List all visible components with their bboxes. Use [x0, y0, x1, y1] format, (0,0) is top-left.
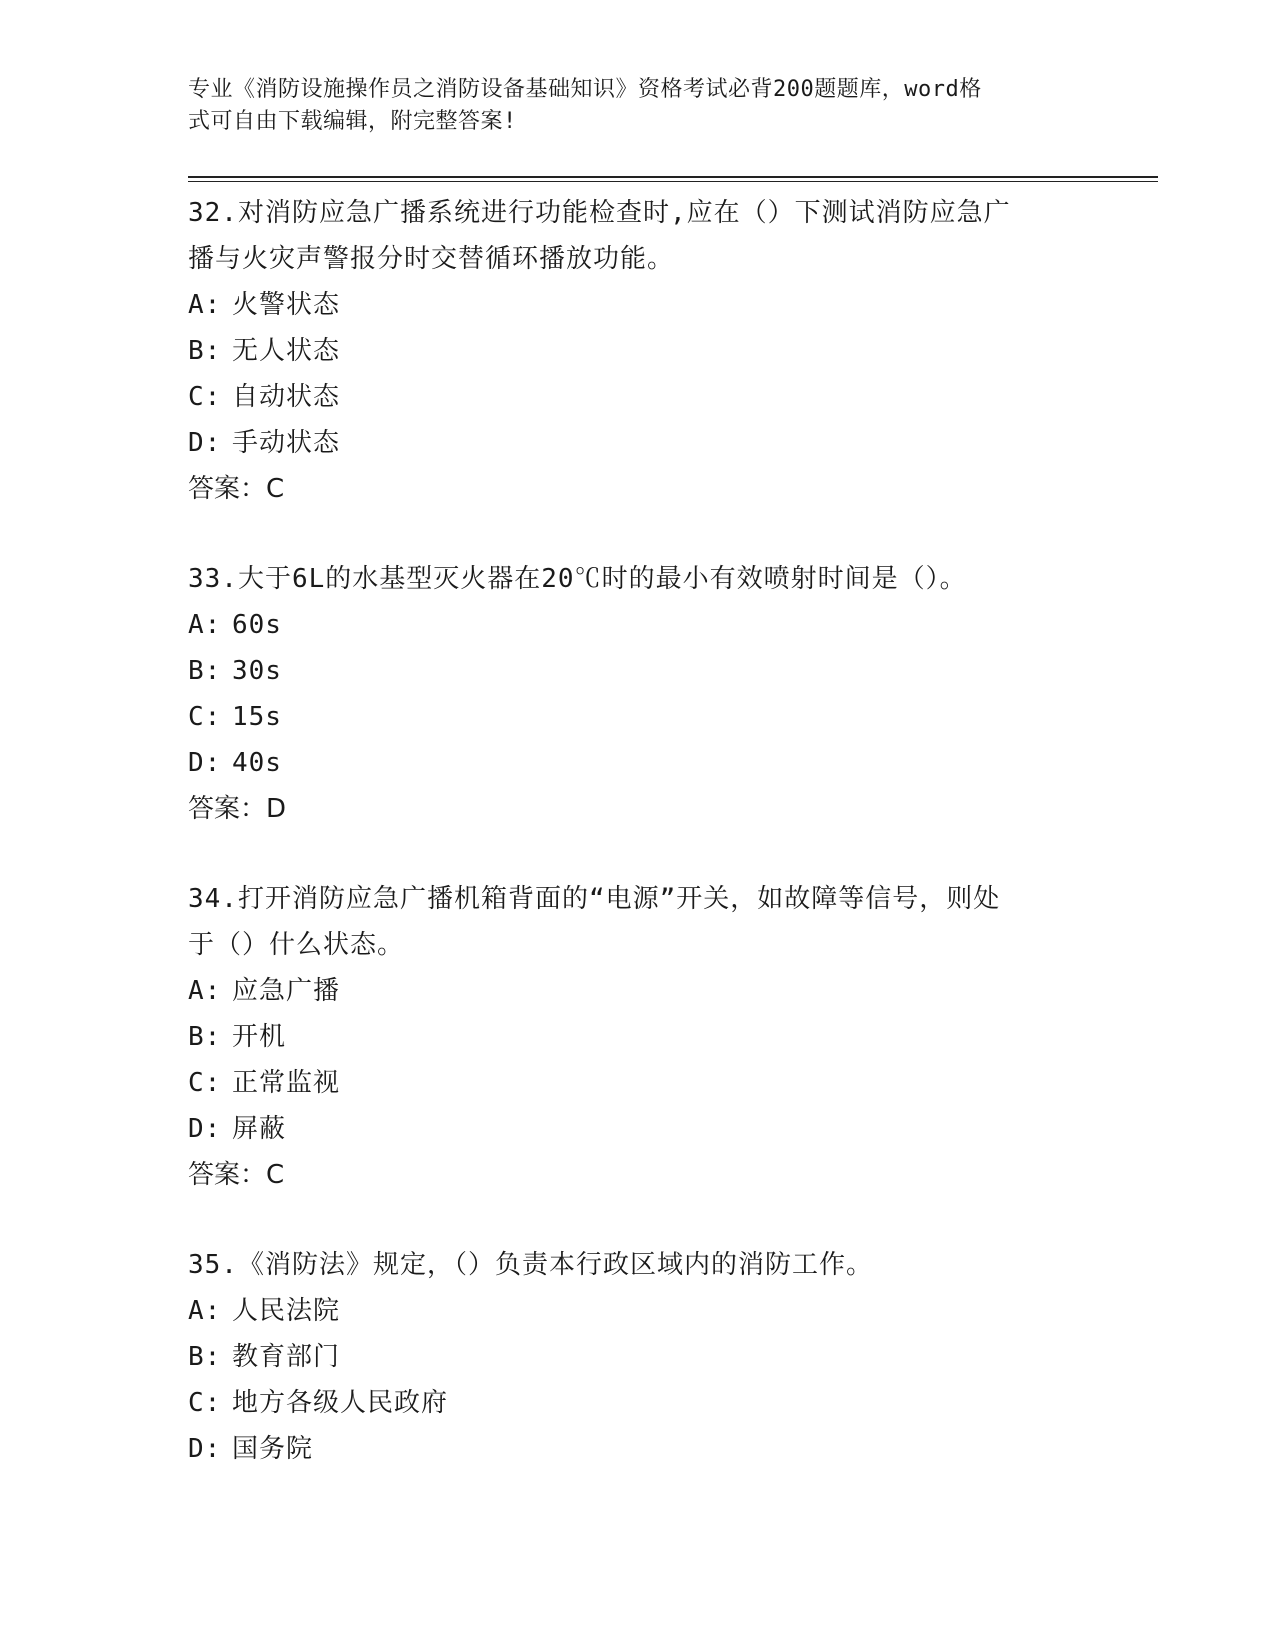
option-d	[188, 1426, 1088, 1472]
option-text: 教育部门	[232, 1342, 341, 1372]
option-text: 40s	[232, 748, 282, 778]
option-a	[188, 968, 1088, 1014]
question-stem-line: 于（）什么状态。	[188, 930, 405, 960]
document-header	[188, 74, 1068, 138]
divider-line-thick	[188, 176, 1158, 178]
option-text: 应急广播	[232, 976, 341, 1006]
question-33	[188, 556, 1088, 832]
option-c	[188, 694, 1088, 740]
option-letter: A:	[188, 976, 222, 1006]
option-b	[188, 1014, 1088, 1060]
option-letter: B:	[188, 1022, 222, 1052]
header-divider	[188, 176, 1158, 182]
option-text: 30s	[232, 656, 282, 686]
option-letter: A:	[188, 290, 222, 320]
option-letter: A:	[188, 1296, 222, 1326]
option-letter: C:	[188, 1388, 222, 1418]
option-b	[188, 1334, 1088, 1380]
option-text: 无人状态	[232, 336, 341, 366]
question-stem-line: 32.对消防应急广播系统进行功能检查时,应在（）下测试消防应急广	[188, 198, 1011, 228]
option-letter: A:	[188, 610, 222, 640]
question-stem-line: 33.大于6L的水基型灭火器在20℃时的最小有效喷射时间是（）。	[188, 564, 967, 594]
option-d	[188, 420, 1088, 466]
option-c	[188, 374, 1088, 420]
option-letter: B:	[188, 656, 222, 686]
question-list	[188, 190, 1088, 1516]
option-letter: D:	[188, 1114, 222, 1144]
question-stem-line: 35.《消防法》规定，（）负责本行政区域内的消防工作。	[188, 1250, 873, 1280]
option-a	[188, 602, 1088, 648]
option-c	[188, 1380, 1088, 1426]
option-text: 正常监视	[232, 1068, 341, 1098]
option-text: 屏蔽	[232, 1114, 287, 1144]
option-text: 手动状态	[232, 428, 341, 458]
question-35	[188, 1242, 1088, 1472]
option-letter: B:	[188, 336, 222, 366]
option-letter: D:	[188, 428, 222, 458]
option-text: 人民法院	[232, 1296, 341, 1326]
option-letter: D:	[188, 748, 222, 778]
answer-line: 答案：D	[188, 794, 287, 824]
question-stem-line: 34.打开消防应急广播机箱背面的“电源”开关，如故障等信号，则处	[188, 884, 1001, 914]
answer-line: 答案：C	[188, 1160, 285, 1190]
option-text: 地方各级人民政府	[232, 1388, 449, 1418]
question-stem-line: 播与火灾声警报分时交替循环播放功能。	[188, 244, 675, 274]
option-a	[188, 1288, 1088, 1334]
option-b	[188, 328, 1088, 374]
option-letter: C:	[188, 382, 222, 412]
option-a	[188, 282, 1088, 328]
option-text: 火警状态	[232, 290, 341, 320]
option-letter: D:	[188, 1434, 222, 1464]
option-d	[188, 1106, 1088, 1152]
option-text: 60s	[232, 610, 282, 640]
option-text: 15s	[232, 702, 282, 732]
option-d	[188, 740, 1088, 786]
option-letter: C:	[188, 702, 222, 732]
option-letter: B:	[188, 1342, 222, 1372]
option-letter: C:	[188, 1068, 222, 1098]
answer-line: 答案：C	[188, 474, 285, 504]
option-b	[188, 648, 1088, 694]
question-34	[188, 876, 1088, 1198]
divider-line-thin	[188, 181, 1158, 182]
option-text: 开机	[232, 1022, 287, 1052]
question-32	[188, 190, 1088, 512]
option-text: 国务院	[232, 1434, 314, 1464]
option-text: 自动状态	[232, 382, 341, 412]
header-title-line-2: 式可自由下载编辑，附完整答案!	[188, 109, 517, 134]
option-c	[188, 1060, 1088, 1106]
header-title-line-1: 专业《消防设施操作员之消防设备基础知识》资格考试必背200题题库，word格	[188, 77, 982, 102]
